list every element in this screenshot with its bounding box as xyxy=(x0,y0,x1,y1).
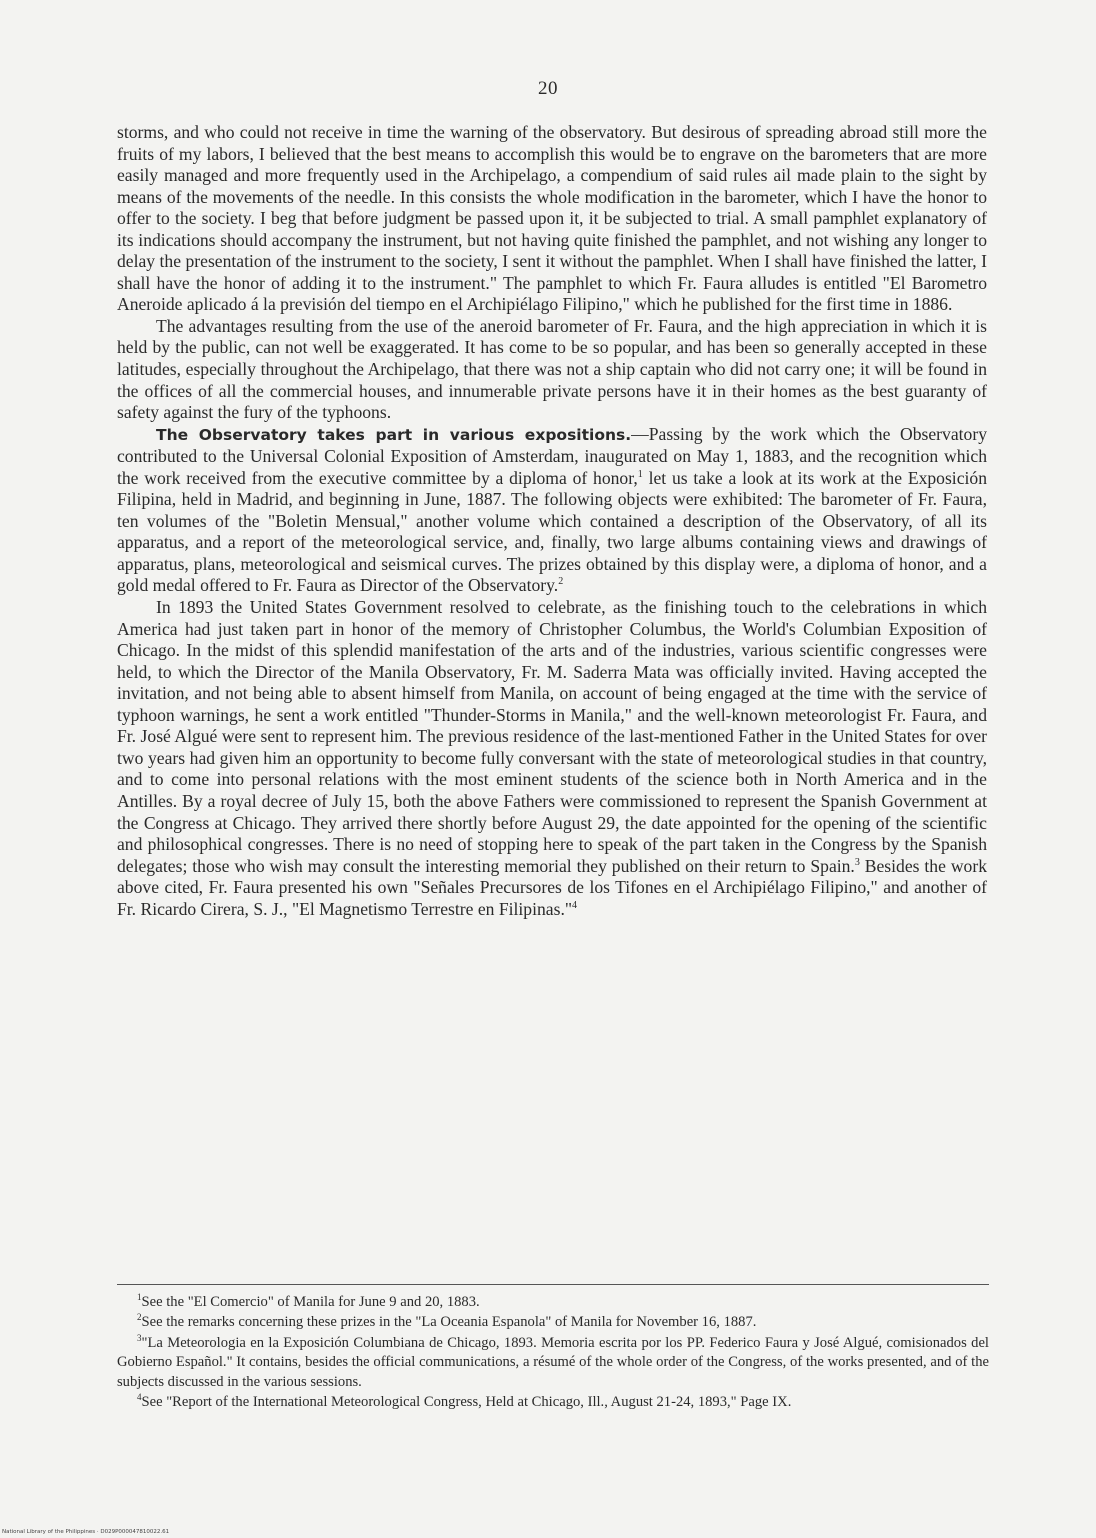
scan-imprint: National Library of the Philippines · D029P000047810022.61 xyxy=(2,1529,170,1535)
footnote-mark: 3 xyxy=(137,1332,142,1343)
footnote xyxy=(117,1313,989,1332)
footnote-ref[interactable]: 3 xyxy=(854,856,860,868)
footnote-mark: 2 xyxy=(137,1312,142,1323)
footnotes xyxy=(117,1293,989,1413)
paragraph-continued: storms, and who could not receive in time the warning of the observatory. But desirous of spreading abroad still more the fruits of my labors, I believed that the best means to accomplish this would be to engrave on the barometers that are more easily managed and more frequently used in the Archipelago, a compendium of said rules ail made plain to the sight by means of the movements of the needle. In this consists the whole modification in the barometer, which I have the honor to offer to the society. I beg that before judgment be passed upon it, it be subjected to trial. A small pamphlet explanatory of its indications should accompany the instrument, but not having quite finished the pamphlet, and not wishing any longer to delay the presentation of the instrument to the society, I sent it without the pamphlet. When I shall have finished the latter, I shall have the honor of adding it to the instrument." The pamphlet to which Fr. Faura alludes is entitled "El Barometro Aneroide aplicado á la previsión del tiempo en el Archipiélago Filipino," which he published for the first time in 1886. xyxy=(117,122,987,315)
body-text xyxy=(117,122,987,920)
footnote-ref[interactable]: 1 xyxy=(637,468,643,480)
section-heading: The Observatory takes part in various expositions. xyxy=(156,425,632,444)
footnote-ref[interactable]: 4 xyxy=(572,899,578,911)
paragraph-text: In 1893 the United States Government resolved to celebrate, as the finishing touch to the celebrations in which America had just taken part in honor of the memory of Christopher Columbus, the World's Columbian Exposition of Chicago. In the midst of this splendid manifestation of the arts and of the industries, various scientific congresses were held, to which the Director of the Manila Observatory, Fr. M. Saderra Mata was officially invited. Having accepted the invitation, and not being able to absent himself from Manila, on account of being engaged at the time with the service of typhoon warnings, he sent a work entitled "Thunder-Storms in Manila," and the well-known meteorologist Fr. Faura, and Fr. José Algué were sent to represent him. The previous residence of the last-mentioned Father in the United States for over two years had given him an opportunity to become fully conversant with the state of meteorological studies in that country, and to come into personal relations with the most eminent students of the science both in North America and in the Antilles. By a royal decree of July 15, both the above Fathers were commissioned to represent the Spanish Government at the Congress at Chicago. They arrived there shortly before August 29, the date appointed for the opening of the scientific and philosophical congresses. There is no need of stopping here to speak of the part taken in the Congress by the Spanish delegates; those who wish may consult the interesting memorial they published on their return to Spain. xyxy=(117,597,987,876)
paragraph-expositions xyxy=(117,424,987,597)
footnote-text: See the "El Comercio" of Manila for June 9 and 20, 1883. xyxy=(141,1294,480,1310)
page-number: 20 xyxy=(538,78,558,99)
footnote xyxy=(117,1393,989,1412)
footnote-mark: 4 xyxy=(137,1392,142,1403)
footnote-text: See the remarks concerning these prizes in the "La Oceania Espanola" of Manila for November 16, 1887. xyxy=(141,1314,757,1331)
footnote-ref[interactable]: 2 xyxy=(558,576,564,588)
footnote xyxy=(117,1293,989,1312)
footnote-mark: 1 xyxy=(137,1292,142,1303)
footnote-text: See "Report of the International Meteorological Congress, Held at Chicago, Ill., August 21-24, 1893," Page IX. xyxy=(141,1394,792,1411)
footnote-divider xyxy=(117,1284,989,1285)
footnote-text: "La Meteorologia en la Exposición Columbiana de Chicago, 1893. Memoria escrita por los PP. Federico Faura y José Algué, comisionados del Gobierno Español." It contains, besides the official communications, a résumé of the whole order of the Congress, of the works presented, and of the subjects discussed in the various sessions. xyxy=(117,1334,989,1390)
paragraph-text: —Passing by the work which the Observatory contributed to the Universal Colonial Exposition of Amsterdam, inaugurated on May 1, 1883, and the recognition which the work received from the executive committee by a diploma of honor, xyxy=(117,423,987,488)
paragraph-text: let us take a look at its work at the Exposición Filipina, held in Madrid, and beginning in June, 1887. The following objects were exhibited: The barometer of Fr. Faura, ten volumes of the "Boletin Mensual," another volume which contained a description of the Observatory, of all its apparatus, and a report of the meteorological service, and, finally, two large albums containing views and drawings of apparatus, plans, meteorological and seismical curves. The prizes obtained by this display were, a diploma of honor, and a gold medal offered to Fr. Faura as Director of the Observatory. xyxy=(117,467,987,596)
footnote xyxy=(117,1334,989,1392)
paragraph-text: Besides the work above cited, Fr. Faura presented his own "Señales Precursores de los Tifones en el Archipiélago Filipino," and another of Fr. Ricardo Cirera, S. J., "El Magnetismo Terrestre en Filipinas." xyxy=(117,855,987,919)
paragraph-chicago-congress xyxy=(117,597,987,920)
paragraph-aneroid-barometer: The advantages resulting from the use of the aneroid barometer of Fr. Faura, and the high appreciation in which it is held by the public, can not well be exaggerated. It has come to be so popular, and has been so generally accepted in these latitudes, especially throughout the Archipelago, that there was not a ship captain who did not carry one; it will be found in the offices of all the commercial houses, and innumerable private persons have it in their homes as the best guaranty of safety against the fury of the typhoons. xyxy=(117,315,987,423)
